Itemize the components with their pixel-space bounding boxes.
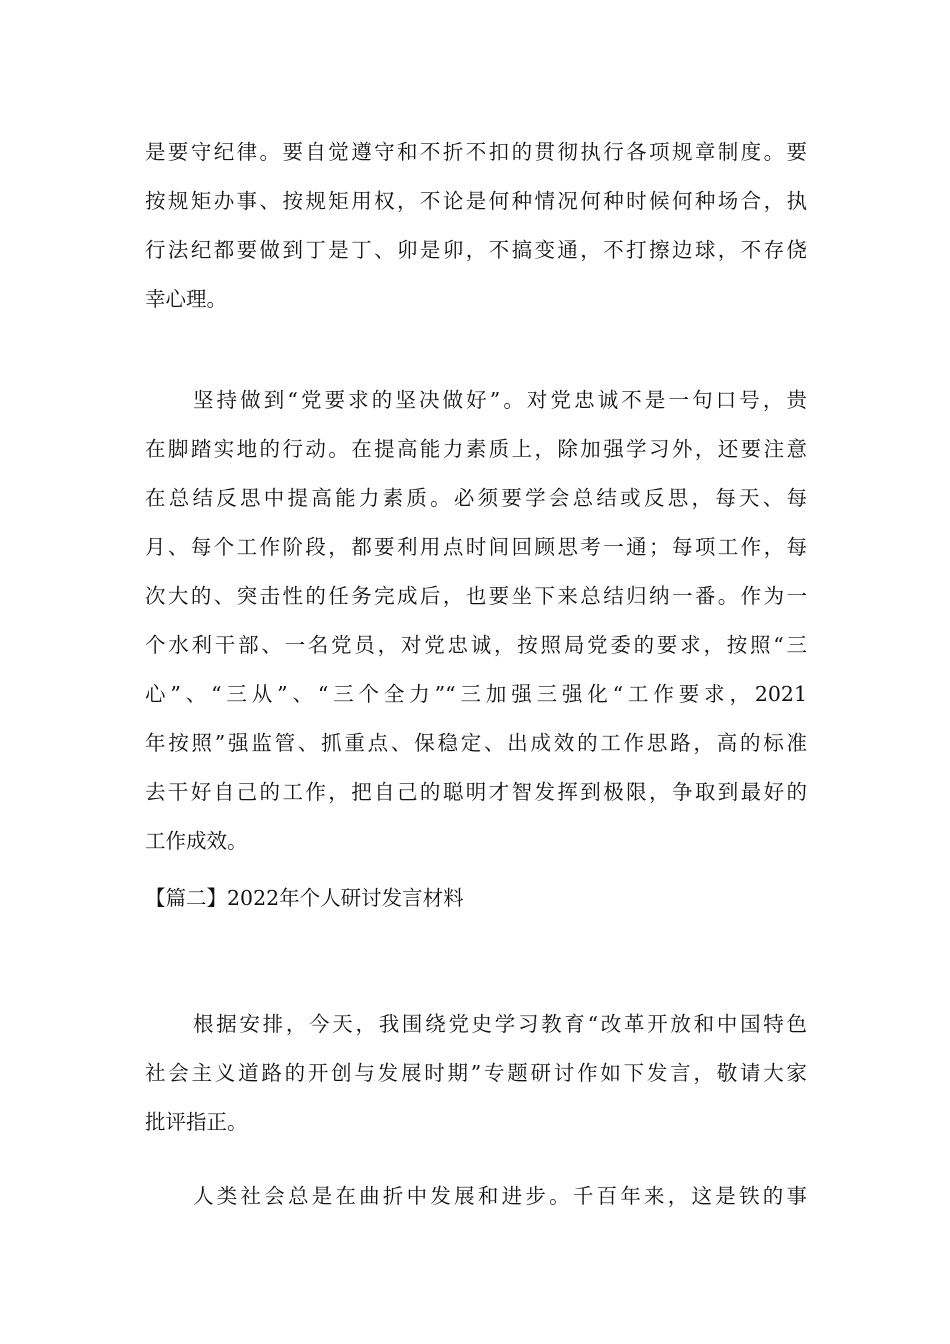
paragraph-loyalty xyxy=(145,376,807,866)
text-line: 坚持做到“党要求的坚决做好”。对党忠诚不是一句口号，贵 xyxy=(193,388,807,412)
text-line: 在脚踏实地的行动。在提高能力素质上，除加强学习外，还要注意 xyxy=(145,437,807,461)
text-line: 批评指正。 xyxy=(145,1110,248,1134)
text-line: 次大的、突击性的任务完成后，也要坐下来总结归纳一番。作为一 xyxy=(145,584,807,608)
text-line: 人类社会总是在曲折中发展和进步。千百年来，这是铁的事 xyxy=(193,1184,807,1208)
text-line: 行法纪都要做到丁是丁、卯是卯，不搞变通，不打擦边球，不存侥 xyxy=(145,238,807,262)
paragraph-arrangement xyxy=(145,1000,807,1147)
text-line: 根据安排，今天，我围绕党史学习教育“改革开放和中国特色 xyxy=(193,1012,807,1036)
paragraph-discipline xyxy=(145,128,807,324)
text-line: 在总结反思中提高能力素质。必须要学会总结或反思，每天、每 xyxy=(145,486,807,510)
text-line: 个水利干部、一名党员，对党忠诚，按照局党委的要求，按照“三 xyxy=(145,633,807,657)
section-heading: 【篇二】2022年个人研讨发言材料 xyxy=(145,886,464,910)
text-line: 按规矩办事、按规矩用权，不论是何种情况何种时候何种场合，执 xyxy=(145,189,807,213)
text-line: 月、每个工作阶段，都要利用点时间回顾思考一通；每项工作，每 xyxy=(145,535,807,559)
text-line: 社会主义道路的开创与发展时期”专题研讨作如下发言，敬请大家 xyxy=(145,1061,807,1085)
text-line: 幸心理。 xyxy=(145,287,227,311)
text-line: 去干好自己的工作，把自己的聪明才智发挥到极限，争取到最好的 xyxy=(145,780,807,804)
text-line: 心”、“三从”、“三个全力”“三加强三强化“工作要求，2021 xyxy=(145,682,807,706)
paragraph-human-society xyxy=(145,1172,807,1221)
text-line: 工作成效。 xyxy=(145,829,248,853)
text-line: 年按照”强监管、抓重点、保稳定、出成效的工作思路，高的标准 xyxy=(145,731,807,755)
text-line: 是要守纪律。要自觉遵守和不折不扣的贯彻执行各项规章制度。要 xyxy=(145,140,807,164)
